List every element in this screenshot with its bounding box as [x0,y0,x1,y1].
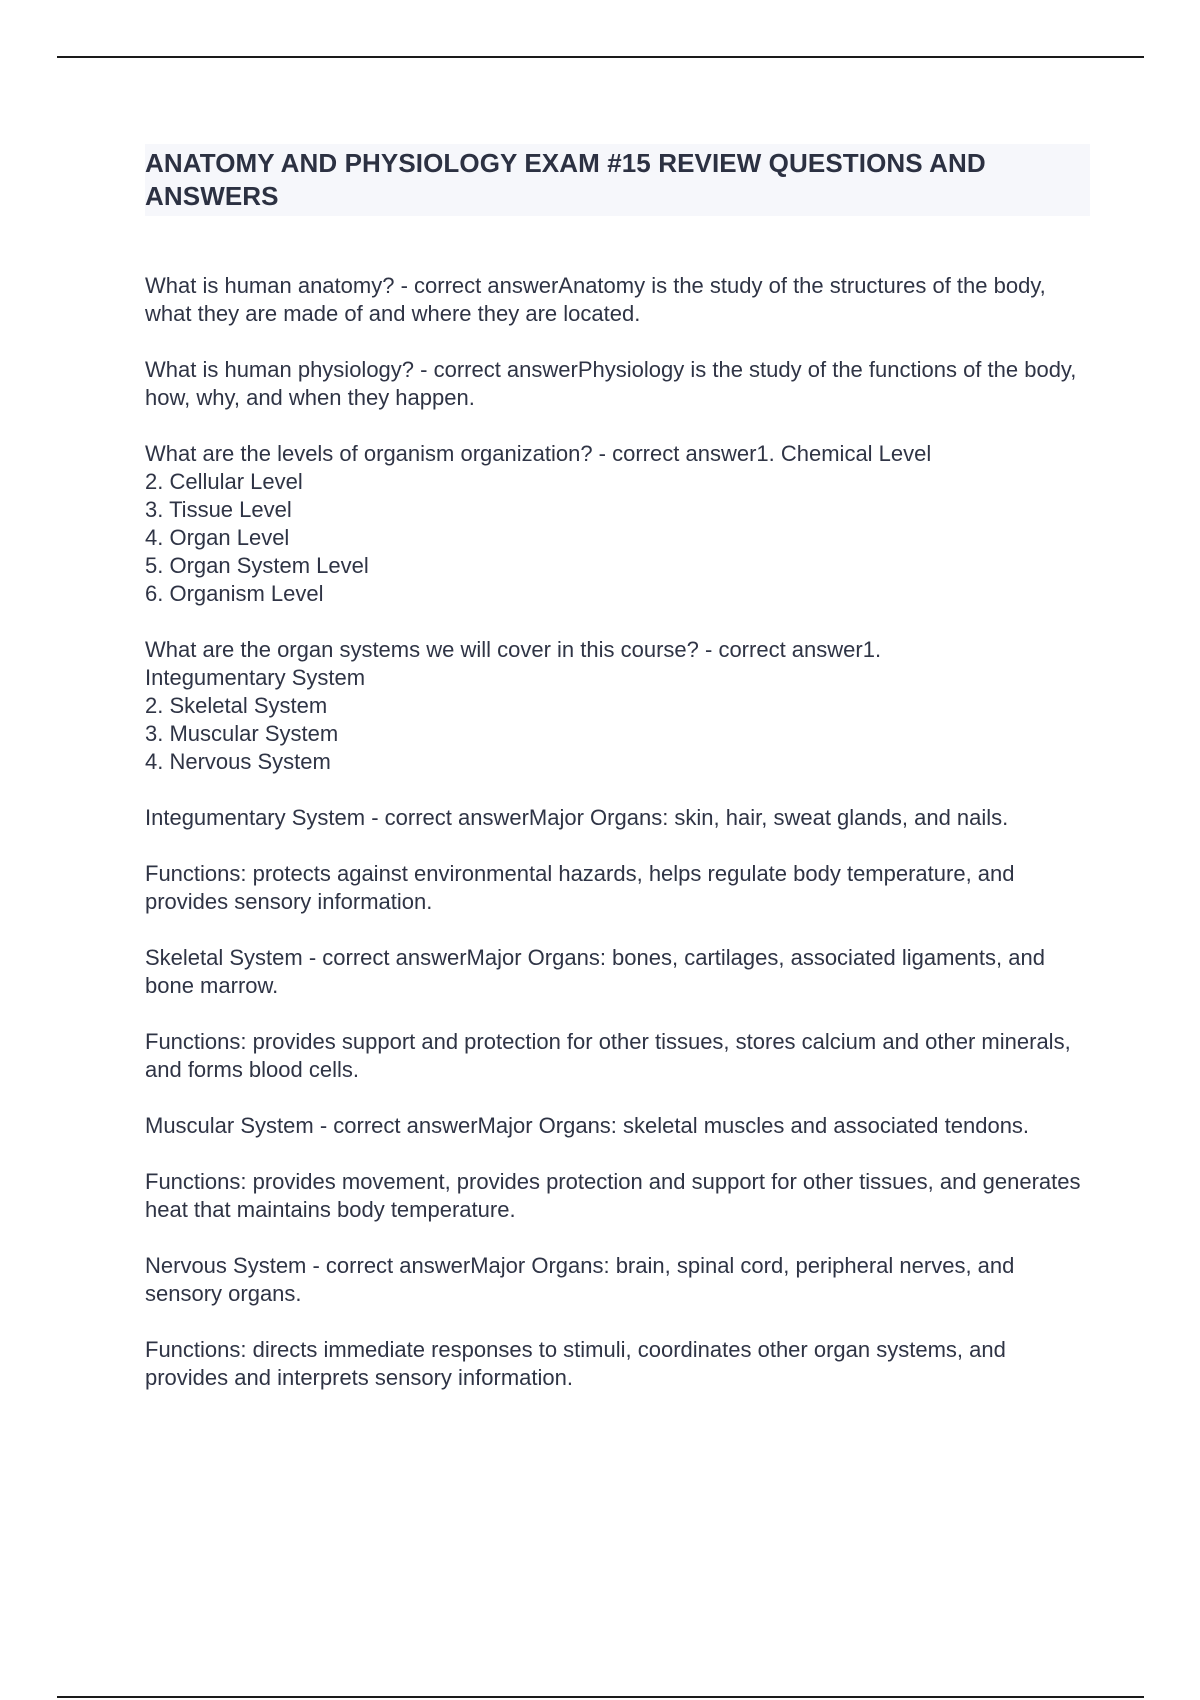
question-text: What are the organ systems we will cover in this course? - correct answer [145,637,863,662]
qa-item-skeletal [145,944,1090,1084]
answer-text: Major Organs: brain, spinal cord, peripheral nerves, and sensory organs. Functions: directs immediate responses to stimuli, coordinates other organ systems, and provides and interprets sensory information. [145,1253,1015,1390]
answer-text: 1. Integumentary System 2. Skeletal System 3. Muscular System 4. Nervous System [145,637,882,774]
question-text: Muscular System - correct answer [145,1113,478,1138]
question-text: What is human anatomy? - correct answer [145,273,559,298]
qa-item-integumentary [145,804,1090,916]
answer-text: Major Organs: skin, hair, sweat glands, and nails. Functions: protects against environmental hazards, helps regulate body temperature, and provides sensory information. [145,805,1015,914]
question-text: What is human physiology? - correct answer [145,357,578,382]
document-body [145,144,1090,1420]
document-title: ANATOMY AND PHYSIOLOGY EXAM #15 REVIEW QUESTIONS AND ANSWERS [145,148,986,211]
answer-text: Major Organs: skeletal muscles and associated tendons. Functions: provides movement, provides protection and support for other tissues, and generates heat that maintains body temperature. [145,1113,1081,1222]
page-bottom-rule [57,1696,1144,1698]
qa-list [145,272,1090,1392]
qa-item-anatomy [145,272,1090,328]
question-text: Nervous System - correct answer [145,1253,471,1278]
qa-item-muscular [145,1112,1090,1224]
qa-item-organ-systems [145,636,1090,776]
answer-text: Anatomy is the study of the structures of the body, what they are made of and where they are located. [145,273,1046,326]
qa-item-nervous [145,1252,1090,1392]
qa-item-physiology [145,356,1090,412]
page-top-rule [57,56,1144,58]
question-text: Integumentary System - correct answer [145,805,529,830]
qa-item-organization-levels [145,440,1090,608]
question-text: What are the levels of organism organization? - correct answer [145,441,757,466]
question-text: Skeletal System - correct answer [145,945,467,970]
answer-text: Major Organs: bones, cartilages, associated ligaments, and bone marrow. Functions: provides support and protection for other tissues, stores calcium and other minerals, and forms blood cells. [145,945,1071,1082]
answer-text: Physiology is the study of the functions of the body, how, why, and when they happen. [145,357,1077,410]
title-block [145,144,1090,216]
answer-text: 1. Chemical Level 2. Cellular Level 3. Tissue Level 4. Organ Level 5. Organ System Level 6. Organism Level [145,441,932,606]
